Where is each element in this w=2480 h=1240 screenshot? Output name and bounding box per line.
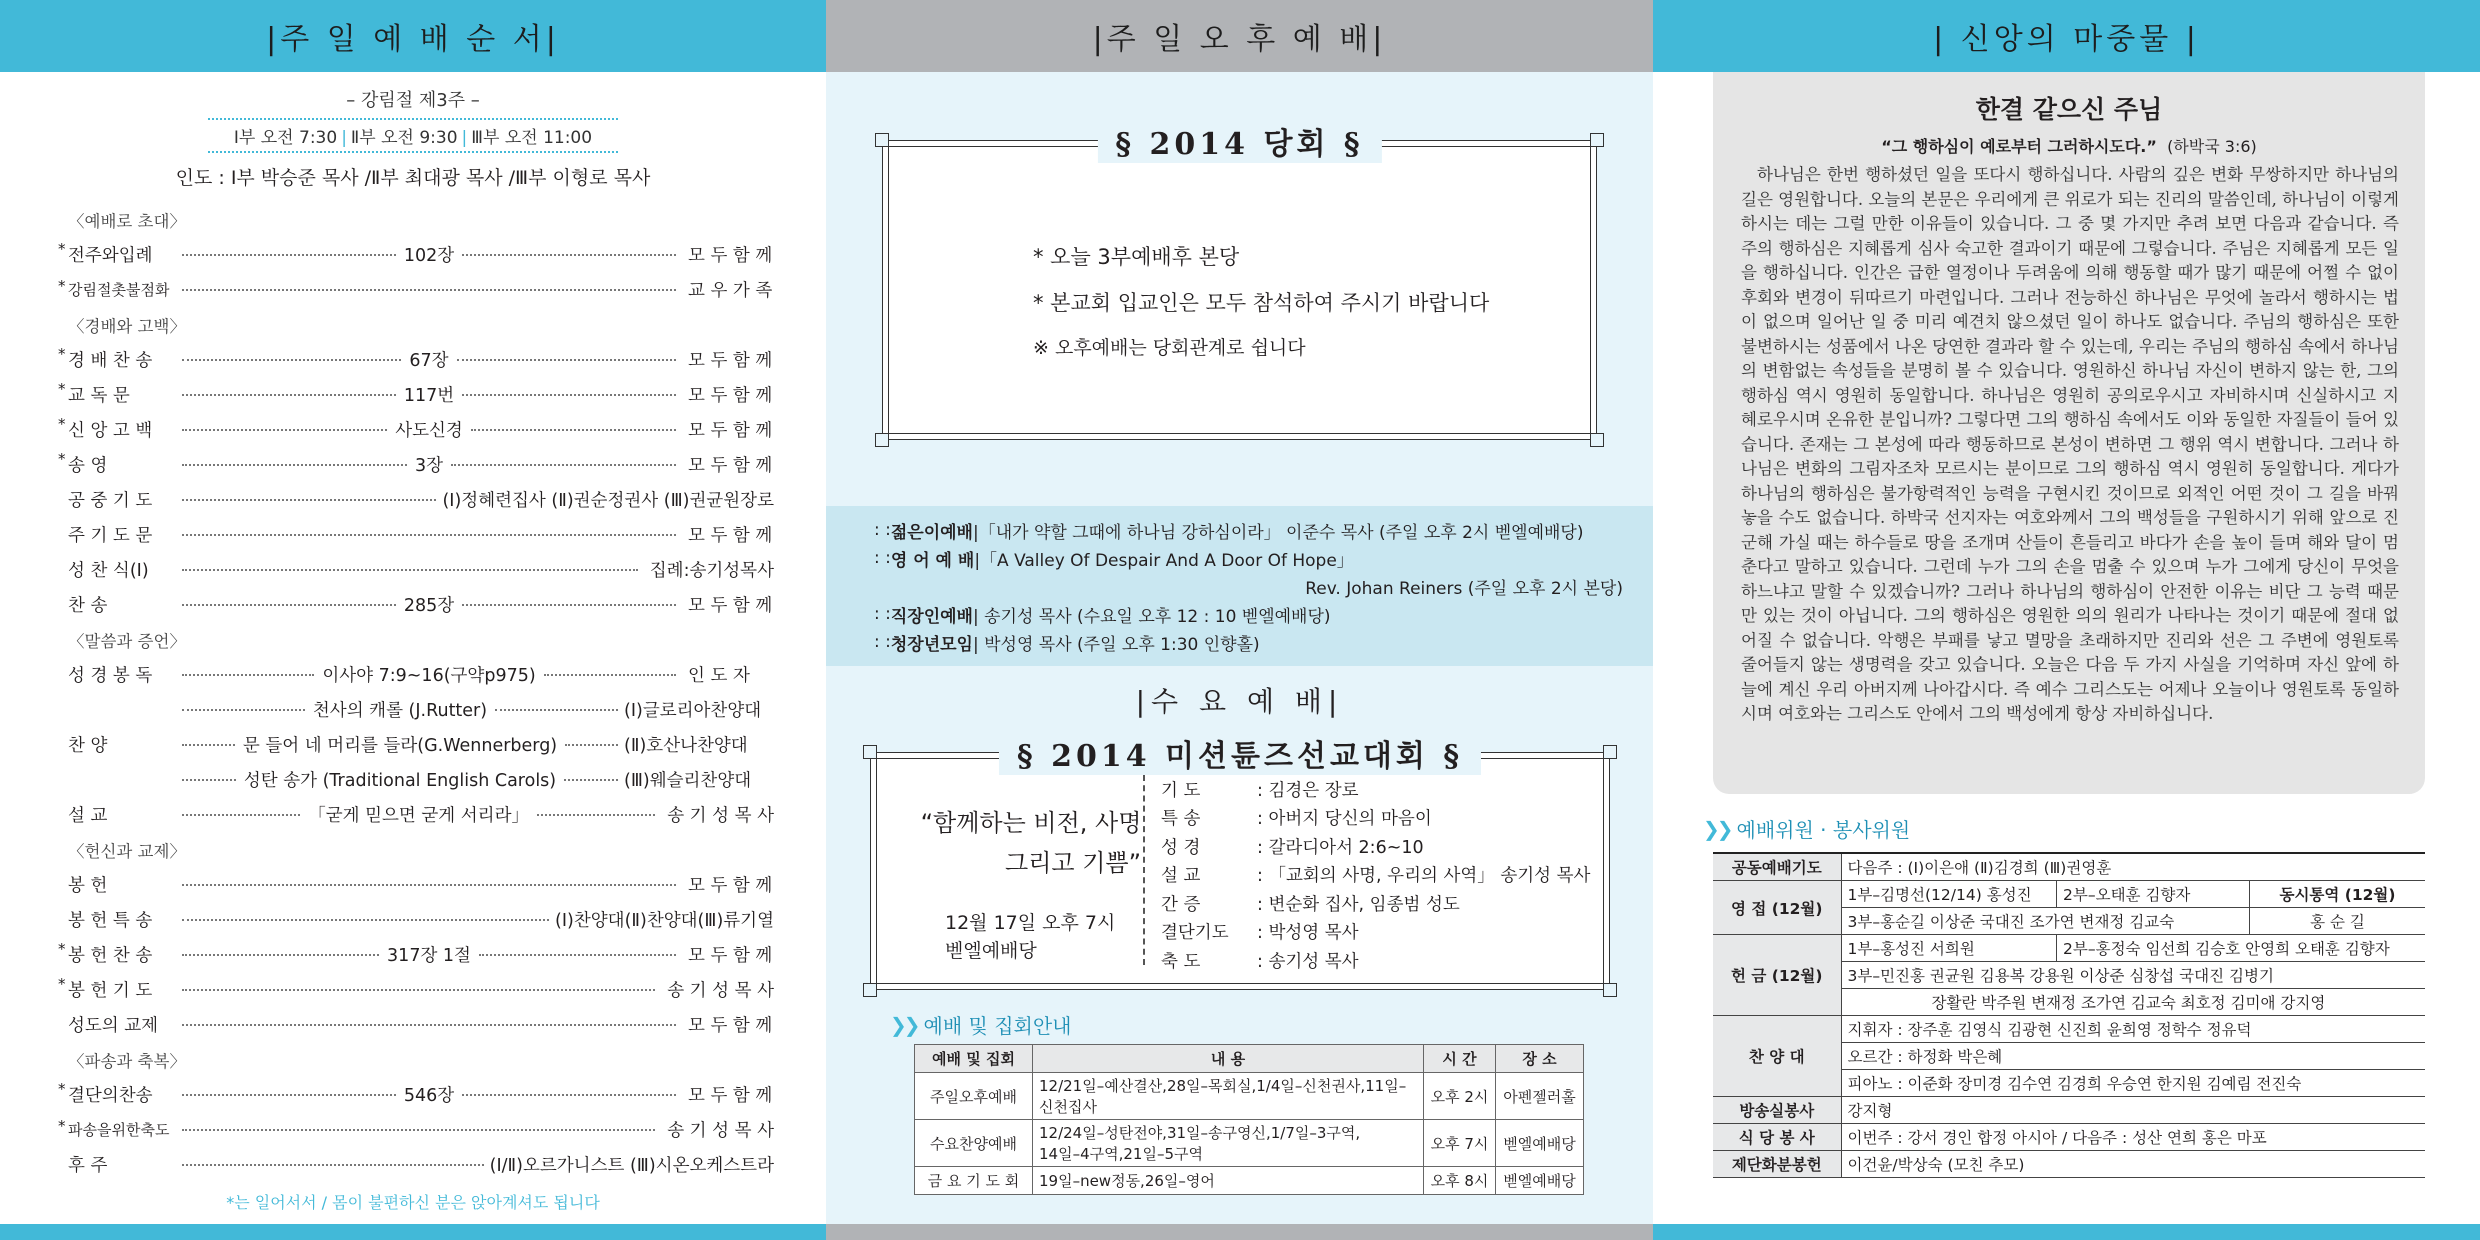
devotion-body: 하나님은 한번 행하셨던 일을 또다시 행하십니다. 사람의 깊은 변화 무쌍하지만 하나님의 길은 영원합니다. 오늘의 본문은 우리에게 큰 위로가 되는 진리의 말씀인데, 하나님이 이렇게 하시는 데는 그럴 만한 이유들이 있습니다. 그 중 몇 가지만 추려 보면 다음과 같습니다. 즉 주의 행하심은 지혜롭게 심사 숙고한 결과이기 때문에 그렇습니다. 주님은 지혜롭게 모든 일을 행하십니다. 인간은 급한 열정이나 두려움에 의해 행동할 때가 많기 때문에 어쩔 수 없이 후회와 변경이 뒤따르기 마련입니다. 그러나 전능하신 하나님은 무엇에 놀라서 행하시는 법이 없으며 일어난 일 중 미리 예견치 않으셨던 일이 하나도 없습니다. 주님의 행하심은 또한 불변하시는 성품에서 나온 당연한 결과라 할 수 있는데, 우리는 주님의 행하심 속에서 하나님의 변함없는 속성들을 분명히 볼 수 있습니다. 영원하신 하나님 자신이 변하지 않는 한, 그의 행하심 역시 영원히 동일합니다. 하나님은 영원히 공의로우시고 자비하시며 신실하시고 지혜로우시며 온유한 분입니까? 그렇다면 그의 행하심 속에서도 이와 동일한 자질들이 들어 있습니다. 존재는 그 본성에 따라 행동하므로 본성이 변하면 그 행위 역시 변합니다. 그러나 하나님은 변화의 그림자조차 모르시는 분이므로 그의 행하심 역시 영원히 동일합니다. 게다가 하나님의 행하심은 불가항력적인 능력을 구현시킨 것이므로 외적인 어떤 것이 그 길을 바꿔 놓을 수도 없습니다. 하박국 선지자는 여호와께서 그의 백성들을 구원하시기 위해 앞으로 진군해 가실 때는 하수들로 땅을 조개며 산들이 흔들리고 바다가 손을 높이 들며 해와 달이 멈춘다고 말하고 있습니다. 그런데 누가 그의 손을 멈출 수 있으며 누가 그에게 당신이 무엇을 하느냐고 말할 수 있겠습니까? 그러나 하나님의 행하심이 안전한 이유는 비단 그 능력 때문만 있는 것이 아닙니다. 그의 행하심은 영원한 의의 원리가 나타나는 것이기 때문에 절대 없어질 수 없습니다. 악행은 부패를 낳고 멸망을 초래하지만 진리와 선은 그 주변에 영원토록 줄어들지 않는 생명력을 갖고 있습니다. 오늘은 다음 두 가지 사실을 기억하며 자신 앞에 하늘에 계신 우리 아버지께 나아갑시다. 즉 예수 그리스도는 어제나 오늘이나 영원토록 동일하시며 여호와는 그리스도 안에서 그의 백성에게 항상 자비하십니다. — [1741, 165, 2399, 723]
order-item — [68, 482, 774, 517]
service-times — [208, 118, 618, 153]
order-item-leader: 모 두 함 께 — [688, 526, 773, 546]
devotion-box — [1713, 72, 2425, 794]
devotion-title: 한결 같으신 주님 — [1975, 95, 2163, 124]
order-section-label: 〈예배로 초대〉 — [68, 211, 186, 231]
order-item-detail: 성탄 송가 (Traditional English Carols) — [243, 771, 557, 791]
order-item-label: 성 경 봉 독 — [68, 666, 153, 686]
order-item-leader: 모 두 함 께 — [688, 596, 773, 616]
table-row: 오르간 : 하정화 박은혜 — [1713, 1043, 2425, 1070]
afternoon-line: : : 청장년모임 | 박성영 목사 (주일 오후 1:30 인향홀) — [874, 632, 1260, 655]
guide-table — [914, 1044, 1584, 1195]
mission-program-item: 성 경 : 갈라디아서 2:6~10 — [1161, 837, 1424, 858]
table-row: 수요찬양예배 12/24일–성탄전야,31일–송구영신,1/7일–3구역, 14일–4구역,21일–5구역 오후 7시 벧엘예배당 — [915, 1120, 1584, 1167]
order-item-leader: (Ⅲ)웨슬리찬양대 — [624, 771, 752, 791]
table-row: 주일오후예배 12/21일–예산결산,28일–목회실,1/4일–신천권사,11일–신천집사 오후 2시 아펜젤러홀 — [915, 1073, 1584, 1120]
order-item-leader: (Ⅰ/Ⅱ)오르가니스트 (Ⅲ)시온오케스트라 — [489, 1156, 774, 1176]
order-item-detail: 285장 — [403, 596, 455, 616]
order-item-detail: 67장 — [409, 351, 449, 371]
afternoon-line: : : 영 어 예 배 |「A Valley Of Despair And A Door Of Hope」 — [874, 548, 1354, 571]
order-item-label: * 송 영 — [68, 452, 176, 477]
order-item — [68, 587, 774, 622]
order-item — [68, 202, 774, 237]
table-row: 찬 양 대 지휘자 : 장주훈 김영식 김광현 신진희 윤희영 정학수 정유덕 — [1713, 1016, 2425, 1043]
sunday-order-header: |주 일 예 배 순 서| — [0, 0, 826, 72]
order-item-leader: 모 두 함 께 — [688, 946, 773, 966]
standing-note: *는 일어서서 / 몸이 불편하신 분은 앉아계셔도 됩니다 — [226, 1193, 600, 1212]
table-row: 금 요 기 도 회 19일–new정동,26일–영어 오후 8시 벧엘예배당 — [915, 1167, 1584, 1195]
order-item-detail: 「굳게 믿으면 굳게 서리라」 — [308, 806, 529, 826]
mission-program-item: 축 도 : 송기성 목사 — [1161, 951, 1359, 972]
order-item-label: 성도의 교제 — [68, 1016, 159, 1036]
order-item — [68, 937, 774, 972]
order-item — [68, 622, 774, 657]
order-section-label: 〈파송과 축복〉 — [68, 1051, 186, 1071]
order-item — [68, 657, 774, 692]
order-item-leader: 모 두 함 께 — [688, 351, 773, 371]
order-item-label: 봉 헌 — [68, 876, 108, 896]
table-row: 헌 금 (12월) 1부–홍성진 서희원 2부–홍정숙 임선희 김승호 안영희 오태훈 김향자 — [1713, 935, 2425, 962]
order-item-leader: (Ⅰ)정혜련집사 (Ⅱ)권순정권사 (Ⅲ)권균원장로 — [442, 491, 774, 511]
order-item — [68, 307, 774, 342]
order-item — [68, 1112, 774, 1147]
order-item-detail: 사도신경 — [395, 421, 463, 441]
order-item-detail: 102장 — [403, 246, 455, 266]
order-item — [68, 1077, 774, 1112]
devotion-column — [1653, 0, 2480, 1240]
session-line: * 오늘 3부예배후 본당 — [1033, 245, 1240, 269]
time-separator: | — [341, 128, 347, 148]
service-leaders: 인도 : Ⅰ부 박승준 목사 /Ⅱ부 최대광 목사 /Ⅲ부 이형로 목사 — [175, 167, 651, 189]
mission-quote-line: 그리고 기쁨” — [1005, 849, 1141, 877]
footer-bar — [826, 1224, 1653, 1240]
order-item-detail: 117번 — [403, 386, 455, 406]
order-section-label: 〈헌신과 교제〉 — [68, 841, 186, 861]
mission-program-item: 특 송 : 아버지 당신의 마음이 — [1161, 809, 1432, 830]
order-item — [68, 797, 774, 832]
order-item-leader: 송 기 성 목 사 — [667, 981, 774, 1001]
order-item — [68, 832, 774, 867]
table-row: 3부–민진홍 권균원 김용복 강용원 이상준 심창섭 국대진 김병기 — [1713, 962, 2425, 989]
order-item-detail: 이사야 7:9~16(구약p975) — [322, 666, 536, 686]
table-row: 피아노 : 이준화 장미경 김수연 김경희 우승연 한지원 김예림 전진숙 — [1713, 1070, 2425, 1097]
devotion-verse: “그 행하심이 예로부터 그러하시도다.” (하박국 3:6) — [1881, 137, 2257, 156]
sunday-order-column — [0, 0, 826, 1240]
order-section-label: 〈경배와 고백〉 — [68, 316, 186, 336]
afternoon-line: : : 젊은이예배 |「내가 약할 그때에 하나님 강하심이라」 이준수 목사 (주일 오후 2시 벧엘예배당) — [874, 520, 1584, 543]
order-item-label: * 결단의찬송 — [68, 1082, 176, 1107]
time-third: Ⅲ부 오전 11:00 — [471, 128, 593, 148]
table-row: 제단화분봉헌 이건윤/박상숙 (모친 추모) — [1713, 1151, 2425, 1178]
mission-quote-line: “함께하는 비전, 사명 — [920, 809, 1142, 837]
order-item-label: * 파송을위한축도 — [68, 1119, 176, 1140]
order-item-label: 성 찬 식(Ⅰ) — [68, 561, 149, 581]
order-item-label: * 경 배 찬 송 — [68, 347, 176, 372]
order-item-detail: 317장 1절 — [387, 946, 471, 966]
mission-program-item: 설 교 : 「교회의 사명, 우리의 사역」 송기성 목사 — [1161, 866, 1591, 887]
order-item-leader: 모 두 함 께 — [688, 386, 773, 406]
order-section-label: 〈말씀과 증언〉 — [68, 631, 186, 651]
order-item-leader: 모 두 함 께 — [688, 456, 773, 476]
order-item — [68, 517, 774, 552]
order-item-leader: 교 우 가 족 — [688, 281, 773, 301]
order-list — [0, 202, 826, 1182]
afternoon-line: : : 직장인예배 | 송기성 목사 (수요일 오후 12 : 10 벧엘예배당) — [874, 604, 1331, 627]
order-item — [68, 762, 774, 797]
order-item-label: * 봉 헌 찬 송 — [68, 942, 176, 967]
order-item — [68, 1007, 774, 1042]
order-item — [68, 727, 774, 762]
order-item-label: * 봉 헌 기 도 — [68, 977, 176, 1002]
order-item — [68, 692, 774, 727]
footer-bar — [0, 1224, 826, 1240]
session-meeting-lines — [1033, 241, 1489, 376]
order-item-label: * 신 앙 고 백 — [68, 417, 176, 442]
mission-when: 12월 17일 오후 7시 벧엘예배당 — [945, 912, 1116, 962]
table-row: 3부–홍순길 이상준 국대진 조가연 변재정 김교숙 홍 순 길 — [1713, 908, 2425, 935]
order-item-leader: 모 두 함 께 — [688, 421, 773, 441]
order-item-label: 후 주 — [68, 1156, 108, 1176]
mission-program-item: 간 증 : 변순화 집사, 임종범 성도 — [1161, 894, 1460, 915]
order-item-leader: 인 도 자 — [688, 666, 750, 686]
afternoon-line: Rev. Johan Reiners (주일 오후 2시 본당) — [1305, 578, 1623, 599]
table-header-row: 예배 및 집회 내 용 시 간 장 소 — [915, 1045, 1584, 1073]
order-item-leader: 모 두 함 께 — [688, 1086, 773, 1106]
order-item-detail: 천사의 캐롤 (J.Rutter) — [312, 701, 488, 721]
afternoon-services-band — [826, 506, 1653, 666]
order-item-leader: 집례:송기성목사 — [649, 561, 774, 581]
order-item — [68, 447, 774, 482]
order-item-label: * 강림절촛불점화 — [68, 279, 176, 300]
order-item-leader: (Ⅰ)찬양대(Ⅱ)찬양대(Ⅲ)류기열 — [555, 911, 774, 931]
table-row: 장활란 박주원 변재정 조가연 김교숙 최호정 김미애 강지영 — [1713, 989, 2425, 1016]
wednesday-header: |수 요 예 배| — [1135, 685, 1344, 718]
chevron-right-icon: ❯❯ — [890, 1012, 918, 1037]
order-item-label: * 전주와입례 — [68, 242, 176, 267]
order-item — [68, 342, 774, 377]
order-item-label: 찬 송 — [68, 596, 108, 616]
order-item-label: 공 중 기 도 — [68, 491, 153, 511]
table-row: 공동예배기도 다음주 : (Ⅰ)이은애 (Ⅱ)김경희 (Ⅲ)권영훈 — [1713, 853, 2425, 881]
order-item-label: 봉 헌 특 송 — [68, 911, 153, 931]
servers-section-title: ❯❯ 예배위원 · 봉사위원 — [1703, 816, 1911, 842]
order-item-label: 찬 양 — [68, 736, 108, 756]
order-item-detail: 3장 — [414, 456, 444, 476]
mission-conference-title: § 2014 미션튠즈선교대회 § — [999, 731, 1481, 775]
session-line: ※ 오후예배는 당회관계로 쉽니다 — [1033, 337, 1306, 359]
order-item — [68, 972, 774, 1007]
time-second: Ⅱ부 오전 9:30 — [350, 128, 458, 148]
servers-table — [1713, 852, 2425, 1178]
order-item-leader: 송 기 성 목 사 — [667, 806, 774, 826]
afternoon-column — [826, 0, 1653, 1240]
devotion-header: | 신앙의 마중물 | — [1653, 0, 2480, 72]
mission-program — [1161, 775, 1590, 975]
order-item-leader: (Ⅱ)호산나찬양대 — [624, 736, 748, 756]
order-item-label: 설 교 — [68, 806, 108, 826]
order-item — [68, 552, 774, 587]
order-item — [68, 1147, 774, 1182]
advent-subtitle: – 강림절 제3주 – — [346, 90, 480, 111]
order-item-detail: 546장 — [403, 1086, 455, 1106]
session-meeting-box — [882, 127, 1597, 440]
session-meeting-title: § 2014 당회 § — [1097, 119, 1381, 163]
time-separator: | — [461, 128, 468, 148]
order-item-label: 주 기 도 문 — [68, 526, 153, 546]
order-item — [68, 237, 774, 272]
guide-section-title: ❯❯ 예배 및 집회안내 — [890, 1012, 1072, 1038]
afternoon-header: |주 일 오 후 예 배| — [826, 0, 1653, 72]
time-first: Ⅰ부 오전 7:30 — [233, 128, 338, 148]
order-item-leader: (Ⅰ)글로리아찬양대 — [624, 701, 762, 721]
mission-theme — [901, 803, 1161, 965]
mission-conference-box — [870, 739, 1610, 990]
order-item — [68, 377, 774, 412]
order-item-detail: 문 들어 네 머리를 들라(G.Wennerberg) — [242, 736, 558, 756]
footer-bar — [1653, 1224, 2480, 1240]
table-row: 영 접 (12월) 1부–김명선(12/14) 홍성진 2부–오태훈 김향자 동시통역 (12월) — [1713, 881, 2425, 908]
order-item — [68, 412, 774, 447]
order-item — [68, 1042, 774, 1077]
table-row: 방송실봉사 강지형 — [1713, 1097, 2425, 1124]
order-item-leader: 모 두 함 께 — [688, 876, 773, 896]
order-item — [68, 902, 774, 937]
order-item-leader: 모 두 함 께 — [688, 1016, 773, 1036]
order-item-leader: 모 두 함 께 — [688, 246, 773, 266]
table-row: 식 당 봉 사 이번주 : 강서 경인 합정 아시아 / 다음주 : 성산 연희 홍은 마포 — [1713, 1124, 2425, 1151]
order-item — [68, 867, 774, 902]
order-item-leader: 송 기 성 목 사 — [667, 1121, 774, 1141]
mission-program-item: 결단기도 : 박성영 목사 — [1161, 923, 1359, 944]
chevron-right-icon: ❯❯ — [1703, 816, 1731, 841]
order-item — [68, 272, 774, 307]
mission-program-item: 기 도 : 김경은 장로 — [1161, 780, 1359, 801]
session-line: * 본교회 입교인은 모두 참석하여 주시기 바랍니다 — [1033, 291, 1490, 315]
order-item-label: * 교 독 문 — [68, 382, 176, 407]
